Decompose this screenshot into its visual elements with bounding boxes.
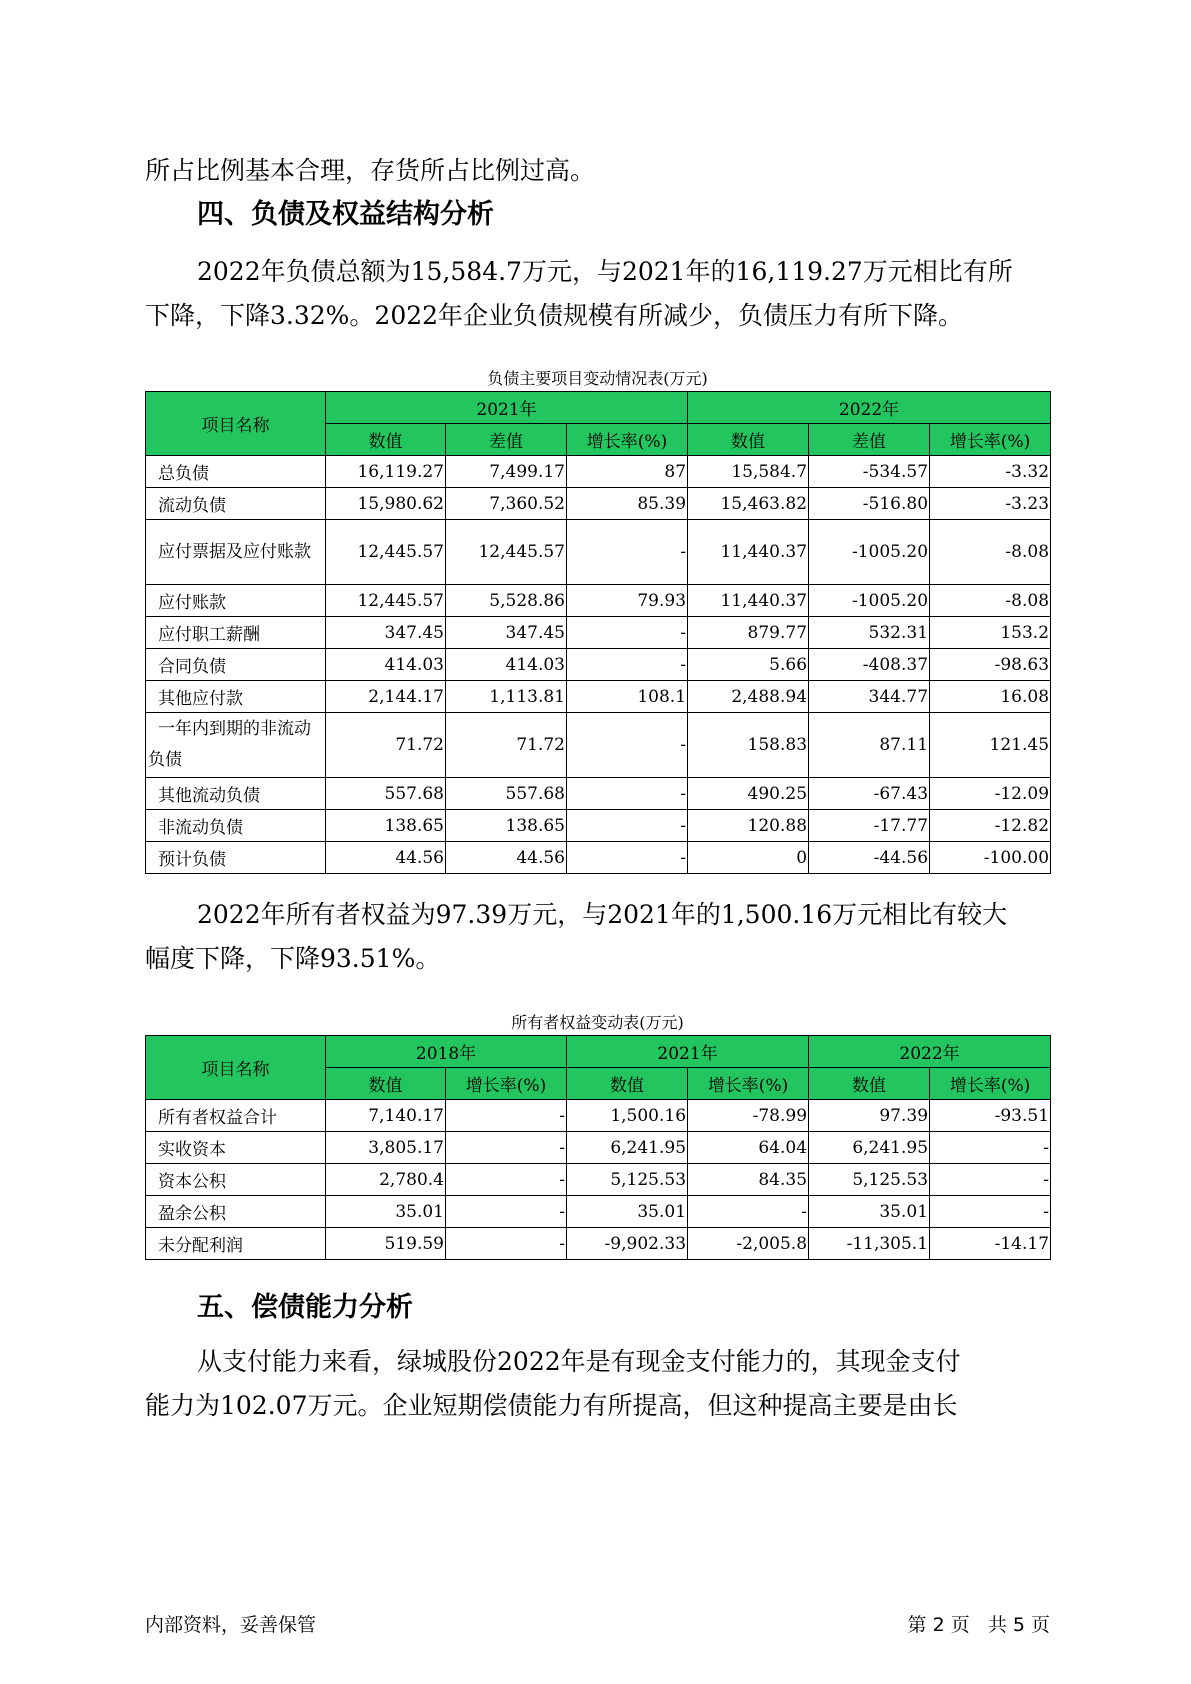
header-growth: 增长率(%) [688,1068,809,1100]
row-item-name: 未分配利润 [146,1228,326,1260]
header-diff: 差值 [446,424,567,456]
row-cell-bg: -2,005.8 [688,1228,809,1260]
row-item-name: 应付账款 [146,585,326,617]
header-year-2021: 2021年 [567,1036,809,1068]
equity-table [145,1035,1051,1260]
header-value: 数值 [688,424,809,456]
row-item-name: 预计负债 [146,842,326,874]
row-cell-cg: -93.51 [930,1100,1051,1132]
row-cell-ag: - [446,1100,567,1132]
row-cell-v2: 879.77 [688,617,809,649]
row-cell-c: 5,125.53 [809,1164,930,1196]
row-item-name: 应付职工薪酬 [146,617,326,649]
header-year-2022: 2022年 [809,1036,1051,1068]
row-item-name: 资本公积 [146,1164,326,1196]
liabilities-table [145,391,1051,874]
row-cell-b: 6,241.95 [567,1132,688,1164]
table-row [146,1164,1051,1196]
row-cell-d2: 344.77 [809,681,930,713]
row-cell-g2: -100.00 [930,842,1051,874]
header-year-2018: 2018年 [326,1036,567,1068]
row-cell-v2: 5.66 [688,649,809,681]
row-item-name: 非流动负债 [146,810,326,842]
row-cell-d1: 7,499.17 [446,456,567,488]
header-growth: 增长率(%) [446,1068,567,1100]
header-growth: 增长率(%) [930,424,1051,456]
table-row [146,649,1051,681]
row-cell-g2: -3.32 [930,456,1051,488]
row-cell-g2: -8.08 [930,585,1051,617]
row-cell-g2: -8.08 [930,520,1051,585]
header-value: 数值 [326,1068,446,1100]
table-row [146,1196,1051,1228]
row-cell-g1: 108.1 [567,681,688,713]
row-cell-d2: -516.80 [809,488,930,520]
row-cell-a: 35.01 [326,1196,446,1228]
paragraph-line: 幅度下降，下降93.51%。 [145,944,441,973]
paragraph-line: 从支付能力来看，绿城股份2022年是有现金支付能力的，其现金支付 [197,1347,961,1376]
row-cell-d2: -67.43 [809,778,930,810]
row-cell-g2: -98.63 [930,649,1051,681]
table-row [146,520,1051,585]
table-row [146,842,1051,874]
row-cell-bg: -78.99 [688,1100,809,1132]
row-item-name: 盈余公积 [146,1196,326,1228]
row-cell-g2: -12.82 [930,810,1051,842]
row-cell-b: -9,902.33 [567,1228,688,1260]
table-row [146,585,1051,617]
row-cell-c: 6,241.95 [809,1132,930,1164]
table-row [146,810,1051,842]
table-row [146,1100,1051,1132]
header-growth: 增长率(%) [567,424,688,456]
paragraph-equity [145,893,1045,981]
row-cell-v1: 138.65 [326,810,446,842]
row-item-name: 一年内到期的非流动负债 [146,713,326,778]
table-row [146,617,1051,649]
paragraph-intro [145,149,1045,193]
paragraph-line: 能力为102.07万元。企业短期偿债能力有所提高，但这种提高主要是由长 [145,1391,958,1420]
row-item-name: 实收资本 [146,1132,326,1164]
row-cell-v2: 2,488.94 [688,681,809,713]
row-item-name: 合同负债 [146,649,326,681]
row-cell-d1: 7,360.52 [446,488,567,520]
row-item-name: 所有者权益合计 [146,1100,326,1132]
row-cell-d1: 138.65 [446,810,567,842]
header-year-2022: 2022年 [688,392,1051,424]
row-cell-c: 35.01 [809,1196,930,1228]
row-cell-b: 35.01 [567,1196,688,1228]
row-cell-d1: 44.56 [446,842,567,874]
row-cell-v1: 15,980.62 [326,488,446,520]
row-cell-g1: - [567,713,688,778]
table-row [146,1132,1051,1164]
row-item-name: 总负债 [146,456,326,488]
row-cell-g2: 121.45 [930,713,1051,778]
row-cell-d2: -534.57 [809,456,930,488]
row-cell-g1: - [567,810,688,842]
table-row [146,713,1051,778]
row-cell-bg: 84.35 [688,1164,809,1196]
row-cell-v1: 2,144.17 [326,681,446,713]
row-cell-ag: - [446,1196,567,1228]
table-caption-equity: 所有者权益变动表(万元) [511,1013,684,1032]
row-item-name: 应付票据及应付账款 [146,520,326,585]
row-cell-ag: - [446,1132,567,1164]
row-cell-ag: - [446,1164,567,1196]
row-cell-g1: - [567,778,688,810]
row-cell-d1: 414.03 [446,649,567,681]
row-cell-c: 97.39 [809,1100,930,1132]
table-row [146,456,1051,488]
row-cell-g1: - [567,520,688,585]
paragraph-line: 2022年所有者权益为97.39万元，与2021年的1,500.16万元相比有较大 [197,900,1008,929]
row-cell-cg: - [930,1164,1051,1196]
row-cell-d2: -408.37 [809,649,930,681]
row-cell-g2: -12.09 [930,778,1051,810]
row-cell-v1: 347.45 [326,617,446,649]
row-item-name: 其他流动负债 [146,778,326,810]
row-cell-g1: - [567,649,688,681]
header-value: 数值 [326,424,446,456]
row-cell-bg: 64.04 [688,1132,809,1164]
row-cell-v2: 11,440.37 [688,585,809,617]
row-cell-v2: 0 [688,842,809,874]
row-cell-g1: 79.93 [567,585,688,617]
row-cell-d1: 5,528.86 [446,585,567,617]
row-cell-g1: 85.39 [567,488,688,520]
row-cell-d1: 71.72 [446,713,567,778]
row-cell-d1: 1,113.81 [446,681,567,713]
paragraph-solvency [145,1340,1045,1428]
header-item-name: 项目名称 [146,1036,326,1100]
row-cell-g2: 16.08 [930,681,1051,713]
row-cell-v1: 12,445.57 [326,520,446,585]
row-cell-d2: 87.11 [809,713,930,778]
row-cell-v2: 158.83 [688,713,809,778]
row-cell-g1: - [567,842,688,874]
row-cell-b: 1,500.16 [567,1100,688,1132]
row-cell-g1: 87 [567,456,688,488]
row-cell-d2: -1005.20 [809,585,930,617]
footer-confidential-note: 内部资料，妥善保管 [145,1614,317,1636]
paragraph-line: 2022年负债总额为15,584.7万元，与2021年的16,119.27万元相比有所 [197,257,1013,286]
row-item-name: 其他应付款 [146,681,326,713]
table-row [146,488,1051,520]
table-row [146,681,1051,713]
footer-page-number: 第 2 页 共 5 页 [907,1614,1050,1636]
row-cell-v1: 12,445.57 [326,585,446,617]
row-cell-d1: 12,445.57 [446,520,567,585]
row-cell-a: 2,780.4 [326,1164,446,1196]
row-cell-b: 5,125.53 [567,1164,688,1196]
section-heading-solvency: 五、偿债能力分析 [197,1292,413,1323]
row-cell-cg: -14.17 [930,1228,1051,1260]
row-cell-d2: -44.56 [809,842,930,874]
paragraph-liabilities [145,250,1045,338]
section-heading-liabilities: 四、负债及权益结构分析 [197,199,494,230]
row-cell-v2: 15,463.82 [688,488,809,520]
row-cell-v1: 414.03 [326,649,446,681]
paragraph-line: 下降，下降3.32%。2022年企业负债规模有所减少，负债压力有所下降。 [145,301,964,330]
row-cell-a: 3,805.17 [326,1132,446,1164]
row-cell-v2: 11,440.37 [688,520,809,585]
header-growth: 增长率(%) [930,1068,1051,1100]
paragraph-line: 所占比例基本合理，存货所占比例过高。 [145,156,596,185]
header-diff: 差值 [809,424,930,456]
row-cell-v2: 120.88 [688,810,809,842]
row-cell-c: -11,305.1 [809,1228,930,1260]
row-cell-bg: - [688,1196,809,1228]
row-cell-cg: - [930,1132,1051,1164]
header-year-2021: 2021年 [326,392,688,424]
table-row [146,778,1051,810]
row-cell-g2: -3.23 [930,488,1051,520]
header-item-name: 项目名称 [146,392,326,456]
row-cell-a: 7,140.17 [326,1100,446,1132]
row-cell-d2: -17.77 [809,810,930,842]
row-cell-d1: 347.45 [446,617,567,649]
row-cell-v1: 71.72 [326,713,446,778]
row-cell-g2: 153.2 [930,617,1051,649]
row-cell-v1: 557.68 [326,778,446,810]
row-cell-v2: 490.25 [688,778,809,810]
row-cell-d1: 557.68 [446,778,567,810]
row-cell-v2: 15,584.7 [688,456,809,488]
row-cell-d2: 532.31 [809,617,930,649]
header-value: 数值 [567,1068,688,1100]
row-cell-g1: - [567,617,688,649]
row-cell-cg: - [930,1196,1051,1228]
row-cell-v1: 44.56 [326,842,446,874]
row-item-name: 流动负债 [146,488,326,520]
table-caption-liabilities: 负债主要项目变动情况表(万元) [487,369,708,388]
row-cell-ag: - [446,1228,567,1260]
header-value: 数值 [809,1068,930,1100]
table-row [146,1228,1051,1260]
row-cell-d2: -1005.20 [809,520,930,585]
row-cell-a: 519.59 [326,1228,446,1260]
row-cell-v1: 16,119.27 [326,456,446,488]
